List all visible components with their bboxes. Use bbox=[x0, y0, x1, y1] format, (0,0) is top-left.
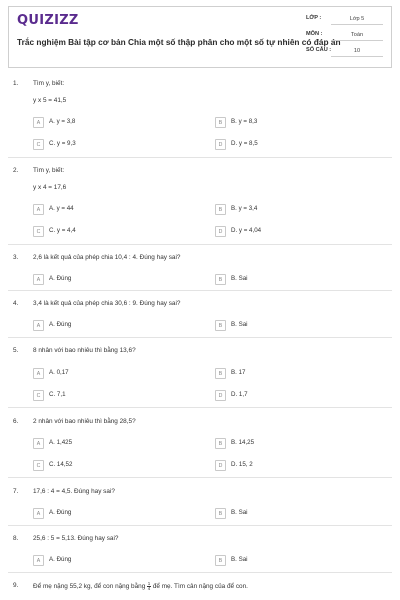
option-letter-box: D bbox=[215, 390, 226, 401]
option-letter-box: A bbox=[33, 320, 44, 331]
option-letter-box: A bbox=[33, 204, 44, 215]
option-letter-box: A bbox=[33, 508, 44, 519]
question-text-before: Để mẹ nặng 55,2 kg, để con nặng bằng bbox=[33, 583, 146, 590]
option-text: B. Sai bbox=[231, 275, 248, 282]
meta-value: Toán bbox=[331, 29, 383, 41]
option-text: B. y = 3,4 bbox=[231, 205, 258, 212]
question-number: 5. bbox=[13, 347, 19, 354]
quizizz-logo: QUIZIZZ bbox=[17, 13, 79, 28]
option-letter-box: B bbox=[215, 204, 226, 215]
option-text: D. 15, 2 bbox=[231, 461, 253, 468]
meta-row-subject bbox=[306, 29, 383, 43]
meta-label: LỚP : bbox=[306, 15, 322, 21]
option-letter-box: A bbox=[33, 117, 44, 128]
question-text: 17,6 : 4 = 4,5. Đúng hay sai? bbox=[33, 488, 115, 495]
option-letter-box: A bbox=[33, 274, 44, 285]
question-divider bbox=[8, 337, 392, 338]
question-text bbox=[33, 582, 248, 591]
option-text: C. y = 4,4 bbox=[49, 227, 76, 234]
option-letter-box: D bbox=[215, 226, 226, 237]
option-letter-box: B bbox=[215, 274, 226, 285]
option-text: A. 1,425 bbox=[49, 439, 73, 446]
question-text: 3,4 là kết quả của phép chia 30,6 : 9. Đúng hay sai? bbox=[33, 300, 181, 307]
option-letter-box: A bbox=[33, 555, 44, 566]
question-divider bbox=[8, 477, 392, 478]
option-letter-box: C bbox=[33, 390, 44, 401]
option-text: B. Sai bbox=[231, 509, 248, 516]
option-text: A. Đúng bbox=[49, 556, 72, 563]
option-letter-box: B bbox=[215, 438, 226, 449]
option-letter-box: B bbox=[215, 320, 226, 331]
question-text: 25,6 : 5 = 5,13. Đúng hay sai? bbox=[33, 535, 119, 542]
option-text: B. Sai bbox=[231, 321, 248, 328]
question-number: 9. bbox=[13, 582, 19, 589]
option-text: D. 1,7 bbox=[231, 391, 248, 398]
worksheet-header bbox=[8, 6, 392, 68]
question-number: 2. bbox=[13, 167, 19, 174]
option-text: C. 7,1 bbox=[49, 391, 66, 398]
question-text-after: để mẹ. Tìm cân nặng của để con. bbox=[152, 583, 248, 590]
question-divider bbox=[8, 572, 392, 573]
option-text: A. Đúng bbox=[49, 275, 72, 282]
worksheet-meta bbox=[306, 13, 383, 61]
question-equation: y x 5 = 41,5 bbox=[33, 97, 67, 104]
option-letter-box: B bbox=[215, 368, 226, 379]
worksheet-title: Trắc nghiệm Bài tập cơ bản Chia một số thập phân cho một số tự nhiên có đáp án bbox=[17, 37, 341, 47]
option-letter-box: B bbox=[215, 117, 226, 128]
question-number: 7. bbox=[13, 488, 19, 495]
option-text: A. y = 44 bbox=[49, 205, 74, 212]
option-text: D. y = 4,04 bbox=[231, 227, 262, 234]
option-text: B. 14,25 bbox=[231, 439, 255, 446]
option-letter-box: C bbox=[33, 226, 44, 237]
question-number: 3. bbox=[13, 254, 19, 261]
question-divider bbox=[8, 157, 392, 158]
question-number: 8. bbox=[13, 535, 19, 542]
question-text: 2 nhân với bao nhiêu thì bằng 28,5? bbox=[33, 418, 136, 425]
meta-row-count bbox=[306, 45, 383, 59]
question-divider bbox=[8, 525, 392, 526]
fraction bbox=[147, 582, 151, 591]
option-text: B. 17 bbox=[231, 369, 246, 376]
question-number: 6. bbox=[13, 418, 19, 425]
fraction-numerator: 1 bbox=[147, 581, 151, 586]
question-divider bbox=[8, 244, 392, 245]
question-text: 8 nhân với bao nhiêu thì bằng 13,6? bbox=[33, 347, 136, 354]
option-text: A. Đúng bbox=[49, 509, 72, 516]
option-text: A. Đúng bbox=[49, 321, 72, 328]
option-text: B. Sai bbox=[231, 556, 248, 563]
option-text: C. y = 9,3 bbox=[49, 140, 76, 147]
option-text: A. y = 3,8 bbox=[49, 118, 76, 125]
option-letter-box: B bbox=[215, 555, 226, 566]
question-number: 4. bbox=[13, 300, 19, 307]
meta-label: MÔN : bbox=[306, 31, 323, 37]
question-text: Tìm y, biết: bbox=[33, 80, 65, 87]
question-divider bbox=[8, 290, 392, 291]
question-equation: y x 4 = 17,6 bbox=[33, 184, 67, 191]
question-number: 1. bbox=[13, 80, 19, 87]
option-letter-box: A bbox=[33, 368, 44, 379]
option-text: C. 14,52 bbox=[49, 461, 73, 468]
option-letter-box: D bbox=[215, 139, 226, 150]
option-text: D. y = 8,5 bbox=[231, 140, 258, 147]
meta-row-class bbox=[306, 13, 383, 27]
question-divider bbox=[8, 407, 392, 408]
option-letter-box: B bbox=[215, 508, 226, 519]
option-letter-box: D bbox=[215, 460, 226, 471]
option-text: A. 0,17 bbox=[49, 369, 69, 376]
question-text: 2,6 là kết quả của phép chia 10,4 : 4. Đúng hay sai? bbox=[33, 254, 181, 261]
question-text: Tìm y, biết: bbox=[33, 167, 65, 174]
meta-label: SỐ CÂU : bbox=[306, 47, 332, 53]
option-letter-box: C bbox=[33, 139, 44, 150]
option-letter-box: A bbox=[33, 438, 44, 449]
option-text: B. y = 8,3 bbox=[231, 118, 258, 125]
meta-value: Lớp 5 bbox=[331, 13, 383, 25]
meta-value: 10 bbox=[331, 45, 383, 57]
option-letter-box: C bbox=[33, 460, 44, 471]
fraction-denominator: 4 bbox=[147, 586, 151, 591]
